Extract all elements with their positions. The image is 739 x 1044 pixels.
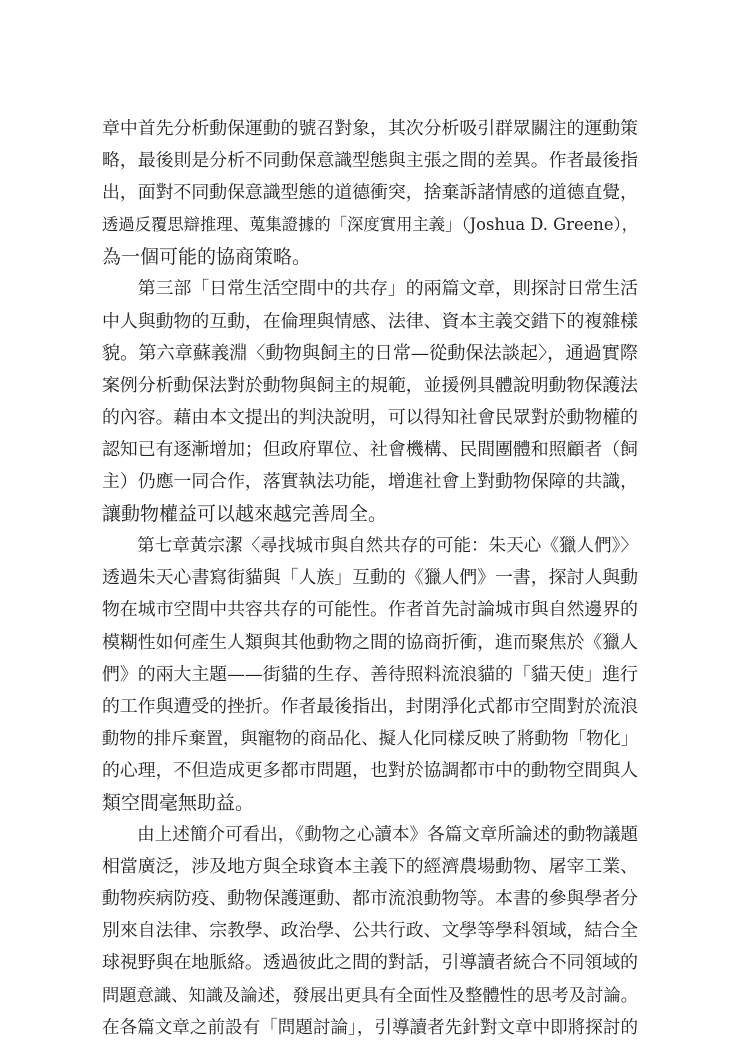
- text-line: 別來自法律、宗教學、政治學、公共行政、文學等學科領域，結合全: [102, 920, 638, 942]
- text-line: 略，最後則是分析不同動保意識型態與主張之間的差異。作者最後指: [102, 150, 638, 172]
- text-line: 問題意識、知識及論述，發展出更具有全面性及整體性的思考及討論。: [102, 985, 638, 1006]
- text-line: 模糊性如何產生人類與其他動物之間的協商折衝，進而聚焦於《獵人: [102, 631, 638, 653]
- text-line: 類空間毫無助益。: [102, 791, 255, 814]
- text-line: 相當廣泛，涉及地方與全球資本主義下的經濟農場動物、屠宰工業、: [102, 856, 638, 878]
- paragraph-3: [102, 530, 638, 819]
- text-line: 透過朱天心書寫街貓與「人族」互動的《獵人們》一書，探討人與動: [102, 567, 638, 589]
- paragraph-1: [102, 113, 638, 273]
- paragraph-2: [102, 273, 638, 530]
- paragraph-4: [102, 819, 638, 1044]
- text-line: 在各篇文章之前設有「問題討論」，引導讀者先針對文章中即將探討的: [102, 1017, 638, 1038]
- text-line: 球視野與在地脈絡。透過彼此之間的對話，引導讀者統合不同領域的: [102, 952, 638, 974]
- text-line: 為一個可能的協商策略。: [102, 246, 312, 269]
- text-line: 案例分析動保法對於動物與飼主的規範，並援例具體說明動物保護法: [102, 374, 638, 396]
- text-line: 章中首先分析動保運動的號召對象，其次分析吸引群眾關注的運動策: [102, 118, 638, 139]
- text-line: 第三部「日常生活空間中的共存」的兩篇文章，則探討日常生活: [102, 278, 638, 300]
- text-line: 讓動物權益可以越來越完善周全。: [102, 503, 388, 526]
- text-line: 貌。第六章蘇義淵〈動物與飼主的日常—從動保法談起〉，通過實際: [102, 342, 638, 364]
- text-line: 動物的排斥棄置，與寵物的商品化、擬人化同樣反映了將動物「物化」: [102, 728, 638, 749]
- text-line: 動物疾病防疫、動物保護運動、都市流浪動物等。本書的參與學者分: [102, 888, 638, 910]
- text-line: 透過反覆思辯推理、蒐集證據的「深度實用主義」（Joshua D. Greene），: [102, 215, 638, 235]
- text-line: 的心理，不但造成更多都市問題，也對於協調都市中的動物空間與人: [102, 759, 638, 781]
- text-line: 出，面對不同動保意識型態的道德衝突，捨棄訴諸情感的道德直覺，: [102, 182, 638, 204]
- text-line: 的工作與遭受的挫折。作者最後指出，封閉淨化式都市空間對於流浪: [102, 695, 638, 717]
- text-line: 的內容。藉由本文提出的判決說明，可以得知社會民眾對於動物權的: [102, 406, 638, 428]
- body-text: [102, 113, 638, 1044]
- text-line: 第七章黃宗潔〈尋找城市與自然共存的可能：朱天心《獵人們》〉: [102, 536, 638, 557]
- text-line: 由上述簡介可看出，《動物之心讀本》各篇文章所論述的動物議題: [102, 825, 638, 846]
- text-line: 中人與動物的互動，在倫理與情感、法律、資本主義交錯下的複雜樣: [102, 310, 638, 332]
- text-line: 們》的兩大主題——街貓的生存、善待照料流浪貓的「貓天使」進行: [102, 663, 638, 685]
- text-line: 物在城市空間中共容共存的可能性。作者首先討論城市與自然邊界的: [102, 599, 638, 621]
- text-line: 主）仍應一同合作，落實執法功能，增進社會上對動物保障的共識，: [102, 471, 638, 493]
- text-line: 認知已有逐漸增加；但政府單位、社會機構、民間團體和照顧者（飼: [102, 438, 638, 460]
